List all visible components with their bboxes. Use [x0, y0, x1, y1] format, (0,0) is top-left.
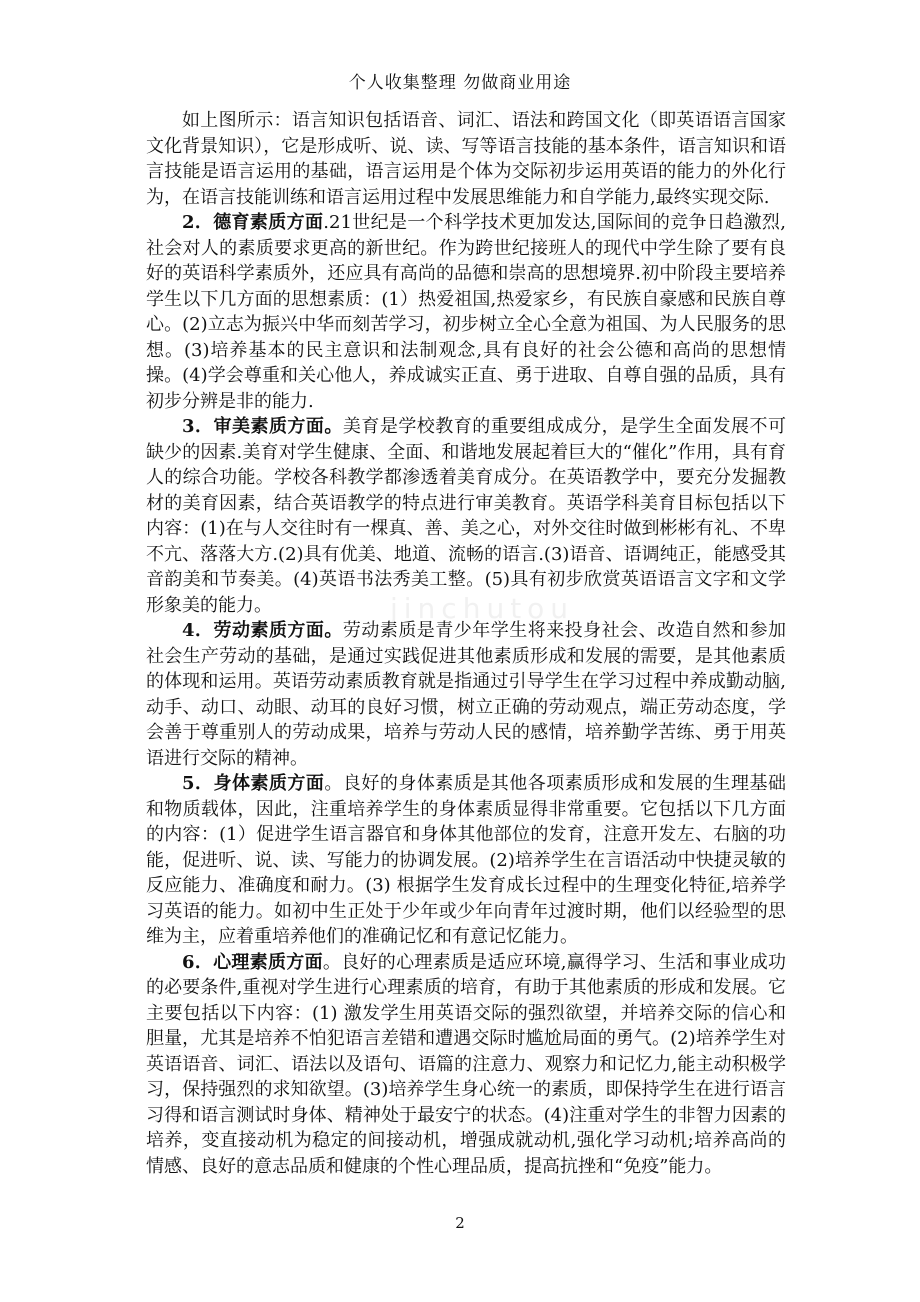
paragraph-heading: 2．德育素质方面: [182, 212, 324, 233]
paragraph-aesthetic-quality: [146, 414, 786, 618]
paragraph-heading: 6．心理素质方面: [182, 951, 323, 973]
paragraph-text: .21世纪是一个科学技术更加发达,国际间的竞争日趋激烈,社会对人的素质要求更高的新世纪。作为跨世纪接班人的现代中学生除了要有良好的英语科学素质外，还应具有高尚的品德和崇高的思想境界.初中阶段主要培养学生以下几方面的思想素质：(1）热爱祖国,热爱家乡，有民族自豪感和民族自尊心。(2)立志为振兴中华而刻苦学习，初步树立全心全意为祖国、为人民服务的思想。(3)培养基本的民主意识和法制观念,具有良好的社会公德和高尚的思想情操。(4)学会尊重和关心他人，养成诚实正直、勇于进取、自尊自强的品质，具有初步分辨是非的能力.: [146, 212, 786, 412]
paragraph-heading: 4．劳动素质方面。: [182, 620, 343, 641]
document-body: [146, 108, 786, 1179]
paragraph-intro: [146, 108, 786, 210]
paragraph-text: 。良好的身体素质是其他各项素质形成和发展的生理基础和物质载体，因此，注重培养学生的身体素质显得非常重要。它包括以下几方面的内容：(1）促进学生语言器官和身体其他部位的发育，注意开发左、右脑的功能，促进听、说、读、写能力的协调发展。(2)培养学生在言语活动中快捷灵敏的反应能力、准确度和耐力。(3) 根据学生发育成长过程中的生理变化特征,培养学习英语的能力。如初中生正处于少年或少年向青年过渡时期，他们以经验型的思维为主，应着重培养他们的准确记忆和有意记忆能力。: [146, 773, 787, 947]
watermark: jinchutou: [390, 592, 575, 625]
paragraph-text: 美育是学校教育的重要组成成分，是学生全面发展不可缺少的因素.美育对学生健康、全面、和谐地发展起着巨大的“催化”作用，具有育人的综合功能。学校各科教学都渗透着美育成分。在英语教学中，要充分发掘教材的美育因素，结合英语教学的特点进行审美教育。英语学科美育目标包括以下内容：(1)在与人交往时有一棵真、善、美之心，对外交往时做到彬彬有礼、不卑不亢、落落大方.(2)具有优美、地道、流畅的语言.(3)语音、语调纯正，能感受其音韵美和节奏美。(4)英语书法秀美工整。(5)具有初步欣赏英语语言文字和文学形象美的能力。: [146, 416, 786, 616]
paragraph-text: 。良好的心理素质是适应环境,赢得学习、生活和事业成功的必要条件,重视对学生进行心理素质的培育，有助于其他素质的形成和发展。它主要包括以下内容：(1) 激发学生用英语交际的强烈欲望，并培养交际的信心和胆量，尤其是培养不怕犯语言差错和遭遇交际时尴尬局面的勇气。(2)培养学生对英语语音、词汇、语法以及语句、语篇的注意力、观察力和记忆力,能主动积极学习，保持强烈的求知欲望。(3)培养学生身心统一的素质，即保持学生在进行语言习得和语言测试时身体、精神处于最安宁的状态。(4)注重对学生的非智力因素的培养，变直接动机为稳定的间接动机，增强成就动机,强化学习动机;培养高尚的情感、良好的意志品质和健康的个性心理品质，提高抗挫和“免疫”能力。: [146, 951, 786, 1177]
page-header: 个人收集整理 勿做商业用途: [348, 73, 572, 93]
paragraph-moral-quality: [146, 210, 786, 414]
paragraph-heading: 3．审美素质方面。: [182, 416, 343, 437]
page-number: 2: [455, 1214, 465, 1232]
paragraph-physical-quality: [146, 771, 786, 950]
paragraph-text: 如上图所示：语言知识包括语音、词汇、语法和跨国文化（即英语语言国家文化背景知识），它是形成听、说、读、写等语言技能的基本条件，语言知识和语言技能是语言运用的基础，语言运用是个体为交际初步运用英语的能力的外化行为，在语言技能训练和语言运用过程中发展思维能力和自学能力,最终实现交际.: [146, 110, 786, 208]
paragraph-labor-quality: [146, 618, 786, 771]
paragraph-text: 劳动素质是青少年学生将来投身社会、改造自然和参加社会生产劳动的基础，是通过实践促进其他素质形成和发展的需要，是其他素质的体现和运用。英语劳动素质教育就是指通过引导学生在学习过程中养成勤动脑,动手、动口、动眼、动耳的良好习惯，树立正确的劳动观点，端正劳动态度，学会善于尊重别人的劳动成果，培养与劳动人民的感情，培养勤学苦练、勇于用英语进行交际的精神。: [146, 620, 786, 769]
paragraph-heading: 5．身体素质方面: [182, 773, 325, 794]
paragraph-psychological-quality: [146, 950, 786, 1180]
